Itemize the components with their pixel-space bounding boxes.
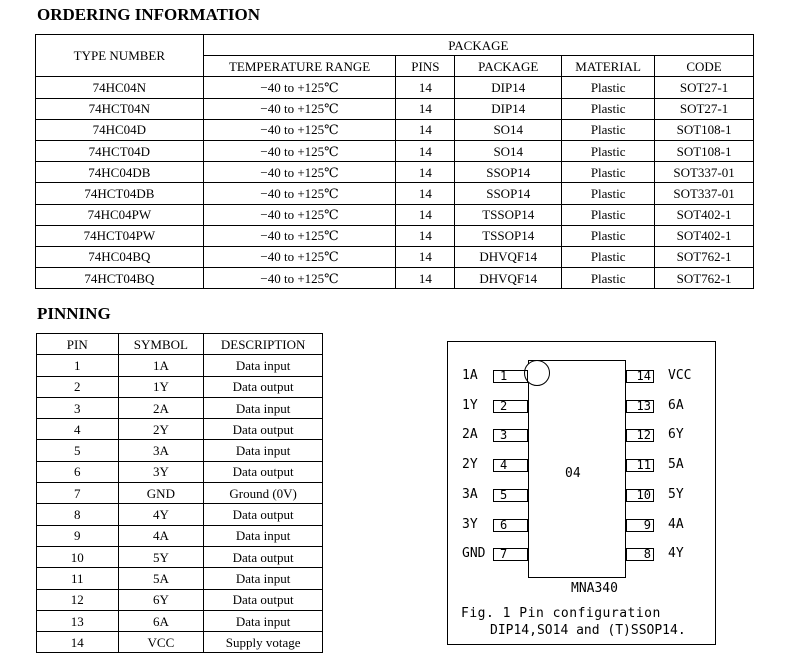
cell-type: 74HC04D [36,119,204,140]
cell-code: SOT762-1 [655,268,754,289]
cell-symbol: 5Y [118,546,204,567]
cell-pin: 13 [37,610,119,631]
cell-pins: 14 [396,268,455,289]
cell-description: Data output [204,504,323,525]
header-material: MATERIAL [562,56,655,77]
cell-temp: −40 to +125℃ [203,77,396,98]
header-symbol: SYMBOL [118,334,204,355]
cell-temp: −40 to +125℃ [203,162,396,183]
pin-number-left: 2 [493,400,528,413]
cell-code: SOT108-1 [655,119,754,140]
pin-number-right: 13 [626,400,654,413]
cell-material: Plastic [562,98,655,119]
pin-label-right: 4Y [668,546,684,562]
cell-material: Plastic [562,162,655,183]
cell-temp: −40 to +125℃ [203,183,396,204]
pin-label-left: 3A [462,486,478,502]
cell-package: TSSOP14 [455,225,562,246]
table-row [37,610,323,631]
figure-caption-line2: DIP14,SO14 and (T)SSOP14. [490,623,686,638]
cell-description: Data output [204,589,323,610]
table-row [36,98,754,119]
cell-pin: 4 [37,419,119,440]
cell-package: DHVQF14 [455,246,562,267]
pin-number-right: 12 [626,429,654,442]
table-row [37,568,323,589]
header-type-number: TYPE NUMBER [36,35,204,77]
pin-configuration-diagram [447,341,716,645]
cell-description: Data input [204,610,323,631]
table-row [37,376,323,397]
cell-description: Ground (0V) [204,483,323,504]
cell-type: 74HC04N [36,77,204,98]
cell-pin: 11 [37,568,119,589]
cell-pin: 7 [37,483,119,504]
pin-label-right: 5A [668,457,684,473]
cell-pins: 14 [396,162,455,183]
header-description: DESCRIPTION [204,334,323,355]
cell-package: SSOP14 [455,162,562,183]
cell-pin: 5 [37,440,119,461]
cell-symbol: VCC [118,632,204,653]
ordering-table [35,34,754,289]
cell-pins: 14 [396,183,455,204]
cell-pin: 10 [37,546,119,567]
pin-label-left: 2Y [462,457,478,473]
cell-description: Data output [204,546,323,567]
table-row [36,268,754,289]
pin-number-left: 3 [493,429,528,442]
pin-label-right: 5Y [668,486,684,502]
cell-temp: −40 to +125℃ [203,204,396,225]
cell-symbol: 2Y [118,419,204,440]
pin-label-right: 4A [668,516,684,532]
cell-type: 74HC04BQ [36,246,204,267]
table-row [36,183,754,204]
table-row [36,246,754,267]
pin-number-right: 10 [626,489,654,502]
cell-temp: −40 to +125℃ [203,246,396,267]
table-row [37,632,323,653]
cell-pins: 14 [396,77,455,98]
cell-code: SOT337-01 [655,183,754,204]
cell-material: Plastic [562,140,655,161]
cell-temp: −40 to +125℃ [203,140,396,161]
pinning-table [36,333,323,653]
table-row [37,355,323,376]
cell-pin: 12 [37,589,119,610]
cell-temp: −40 to +125℃ [203,98,396,119]
cell-material: Plastic [562,183,655,204]
cell-type: 74HC04DB [36,162,204,183]
pin-label-right: VCC [668,368,692,383]
cell-pins: 14 [396,140,455,161]
cell-symbol: 4Y [118,504,204,525]
cell-package: SO14 [455,140,562,161]
cell-temp: −40 to +125℃ [203,225,396,246]
cell-pins: 14 [396,119,455,140]
pin-number-left: 6 [493,519,528,532]
table-row [37,546,323,567]
pin-number-left: 1 [493,370,528,383]
cell-package: TSSOP14 [455,204,562,225]
cell-type: 74HCT04N [36,98,204,119]
cell-pin: 9 [37,525,119,546]
table-row [36,204,754,225]
cell-pin: 2 [37,376,119,397]
header-package-group: PACKAGE [203,35,753,56]
cell-symbol: 1A [118,355,204,376]
cell-symbol: GND [118,483,204,504]
table-row [36,119,754,140]
cell-type: 74HCT04BQ [36,268,204,289]
table-row [36,77,754,98]
table-row [37,461,323,482]
cell-code: SOT27-1 [655,77,754,98]
cell-pins: 14 [396,204,455,225]
ordering-title: ORDERING INFORMATION [37,5,261,24]
cell-description: Data output [204,461,323,482]
cell-material: Plastic [562,225,655,246]
cell-code: SOT337-01 [655,162,754,183]
pin-label-right: 6A [668,397,684,413]
cell-package: SSOP14 [455,183,562,204]
cell-material: Plastic [562,204,655,225]
chip-name: 04 [565,466,581,481]
cell-description: Data input [204,525,323,546]
cell-symbol: 3A [118,440,204,461]
cell-material: Plastic [562,77,655,98]
cell-description: Data input [204,440,323,461]
cell-material: Plastic [562,119,655,140]
figure-caption-line1: Fig. 1 Pin configuration [461,606,661,621]
chip-code: MNA340 [571,581,618,596]
cell-pin: 14 [37,632,119,653]
cell-temp: −40 to +125℃ [203,119,396,140]
cell-symbol: 6A [118,610,204,631]
cell-symbol: 4A [118,525,204,546]
cell-description: Data output [204,419,323,440]
table-row [37,589,323,610]
cell-pins: 14 [396,225,455,246]
cell-symbol: 2A [118,397,204,418]
pin-label-left: 2A [462,427,478,443]
pin-number-right: 14 [626,370,654,383]
cell-description: Supply votage [204,632,323,653]
cell-package: DHVQF14 [455,268,562,289]
pin-label-right: 6Y [668,427,684,443]
header-package: PACKAGE [455,56,562,77]
table-row [37,419,323,440]
cell-description: Data output [204,376,323,397]
pin-number-right: 9 [626,519,654,532]
cell-package: DIP14 [455,98,562,119]
cell-pins: 14 [396,98,455,119]
header-pin: PIN [37,334,119,355]
cell-pin: 6 [37,461,119,482]
table-row [36,140,754,161]
cell-type: 74HCT04D [36,140,204,161]
pin-number-left: 7 [493,548,528,561]
cell-pin: 3 [37,397,119,418]
cell-code: SOT762-1 [655,246,754,267]
pin-number-left: 4 [493,459,528,472]
pin-number-right: 11 [626,459,654,472]
cell-code: SOT402-1 [655,204,754,225]
table-row [37,504,323,525]
cell-material: Plastic [562,268,655,289]
cell-package: DIP14 [455,77,562,98]
cell-code: SOT402-1 [655,225,754,246]
cell-description: Data input [204,568,323,589]
cell-symbol: 3Y [118,461,204,482]
cell-description: Data input [204,397,323,418]
cell-description: Data input [204,355,323,376]
pinning-title: PINNING [37,304,111,323]
cell-code: SOT27-1 [655,98,754,119]
header-pins: PINS [396,56,455,77]
cell-pins: 14 [396,246,455,267]
pin-label-left: 1Y [462,397,478,413]
pin-label-left: 3Y [462,516,478,532]
table-row [37,483,323,504]
cell-symbol: 1Y [118,376,204,397]
cell-temp: −40 to +125℃ [203,268,396,289]
cell-pin: 1 [37,355,119,376]
pin-number-right: 8 [626,548,654,561]
cell-package: SO14 [455,119,562,140]
cell-code: SOT108-1 [655,140,754,161]
cell-pin: 8 [37,504,119,525]
cell-symbol: 5A [118,568,204,589]
pin-number-left: 5 [493,489,528,502]
table-row [37,525,323,546]
table-row [37,397,323,418]
header-temperature-range: TEMPERATURE RANGE [203,56,396,77]
table-row [36,162,754,183]
cell-type: 74HC04PW [36,204,204,225]
header-code: CODE [655,56,754,77]
cell-material: Plastic [562,246,655,267]
cell-type: 74HCT04PW [36,225,204,246]
table-row [37,440,323,461]
pin-label-left: GND [462,546,486,562]
cell-type: 74HCT04DB [36,183,204,204]
table-row [36,225,754,246]
pin-label-left: 1A [462,368,478,383]
cell-symbol: 6Y [118,589,204,610]
